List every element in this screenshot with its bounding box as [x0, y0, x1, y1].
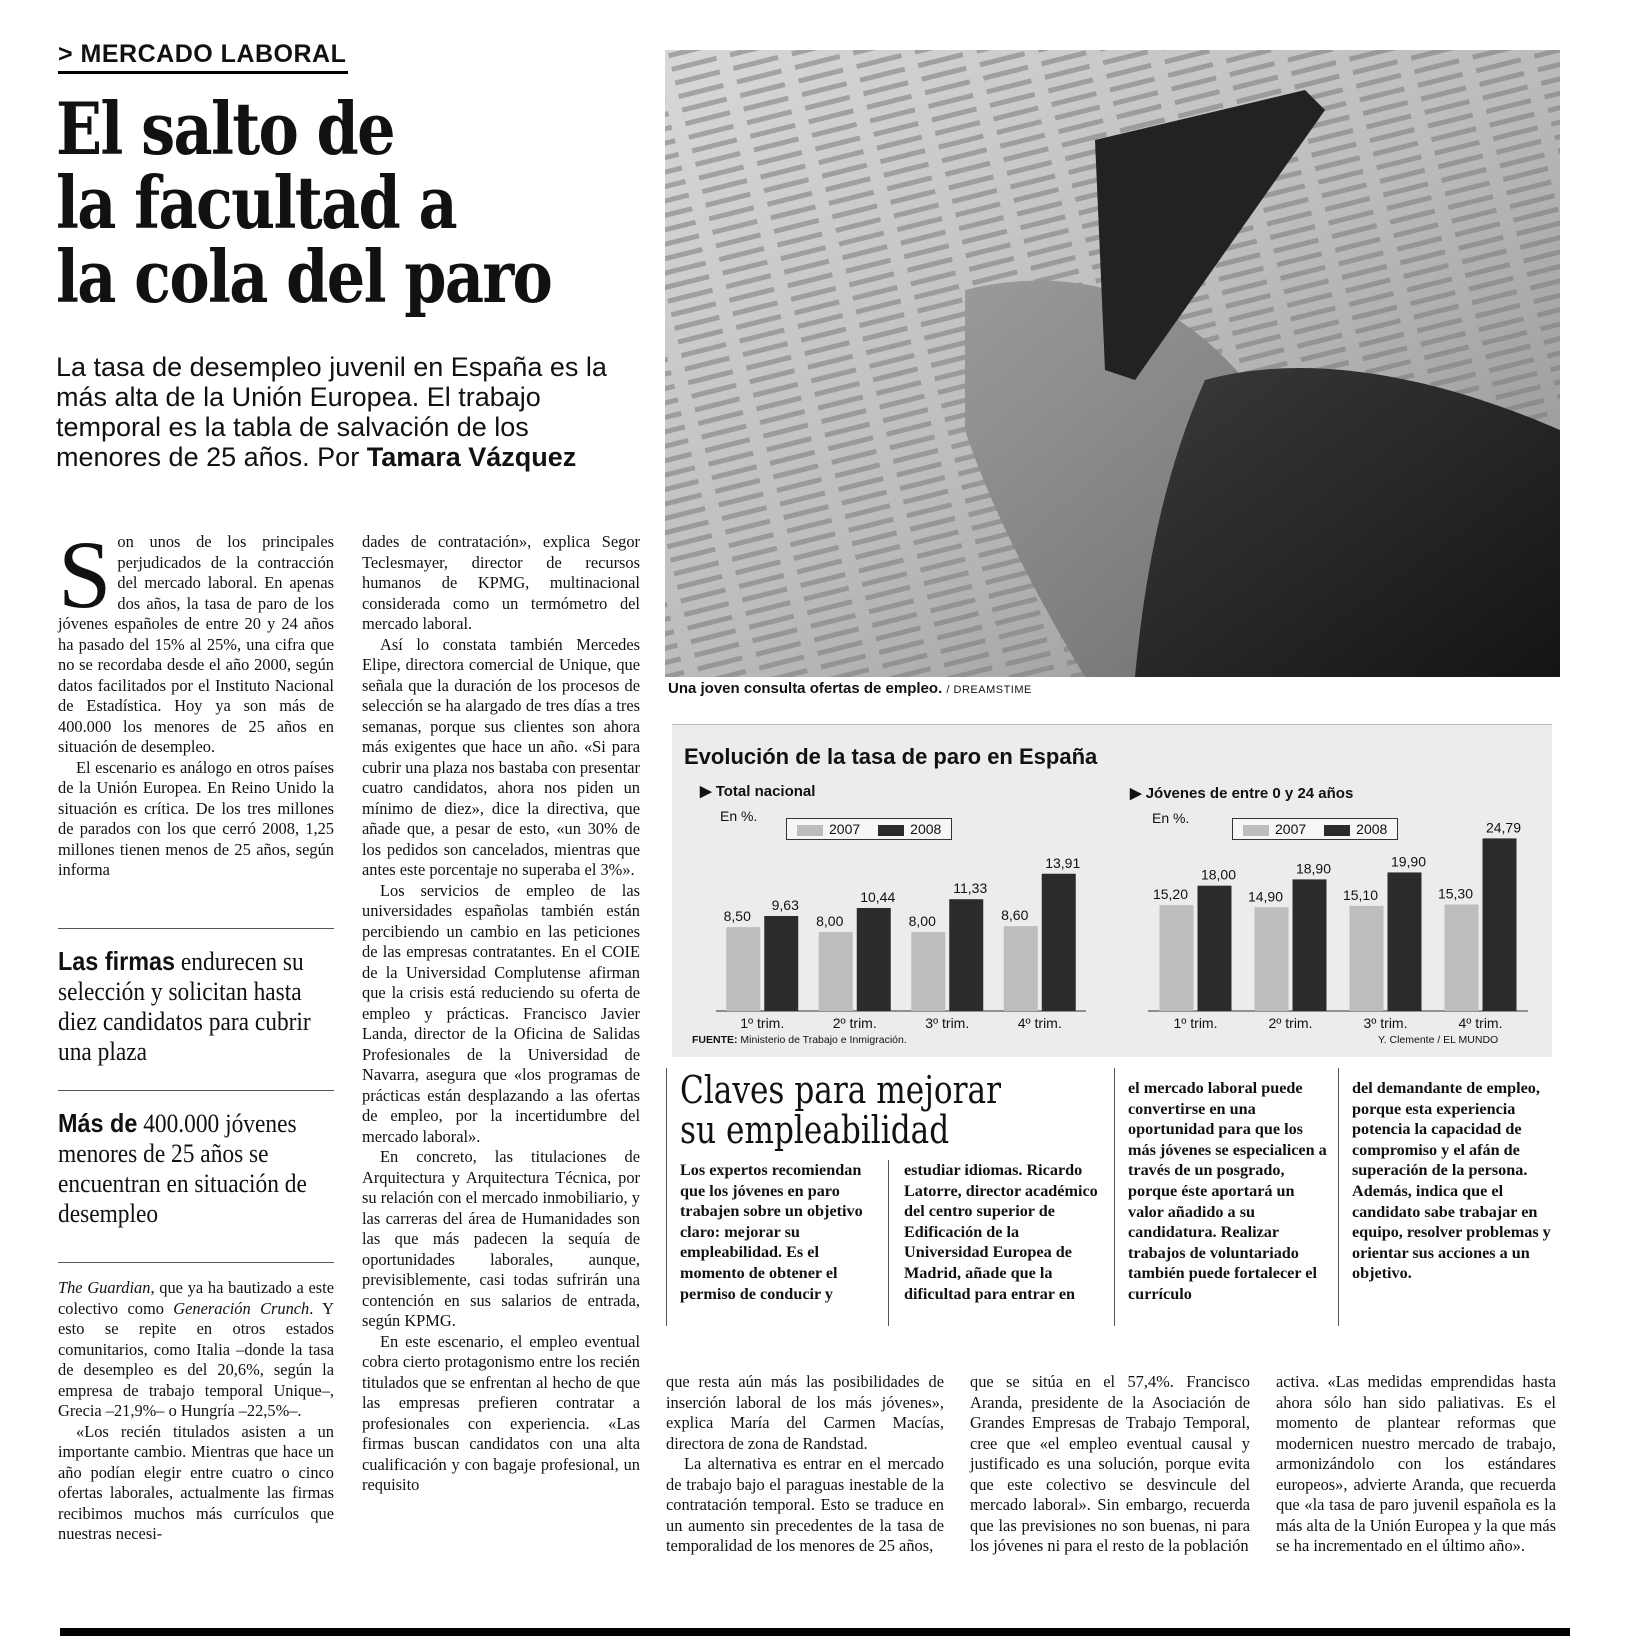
- data-label: 18,00: [1200, 866, 1237, 883]
- body-paragraph: Son unos de los principales perjudicados de la contracción del mercado laboral. En apenas dos años, la tasa de paro de los jóvenes españoles de entre 20 y 24 años ha pasado del 15% al 25%, una cifra que no se recordaba desde el año 2000, según datos facilitados por el Instituto Nacional de Estadística. Hoy ya son más de 400.000 los menores de 25 años en situación de desempleo.: [58, 521, 334, 756]
- bar-2008-3: [949, 899, 983, 1011]
- data-label: 15,30: [1437, 885, 1474, 902]
- tick-label: 2º trim.: [832, 1015, 877, 1031]
- body-paragraph: La alternativa es entrar en el mercado de trabajo bajo el paraguas inestable de la contratación temporal. Esto se traduce en un aumento sin precedentes de la tasa de temporalidad de los menores de 25 años,: [666, 1454, 944, 1555]
- claves-title: Claves para mejorar su empleabilidad: [680, 1068, 1002, 1152]
- tick-label: 3º trim.: [925, 1015, 970, 1031]
- body-paragraph: Los servicios de empleo de las universidades españolas también están percibiendo un cambio en las peticiones de las empresas contratantes. En el COIE de la Universidad Complutense afirman que la crisis está reduciendo su oferta de empleo y prácticas. Francisco Javier Landa, director de la Oficina de Salidas Profesionales de la Universidad de Navarra, asegura que «los programas de prácticas están desplazando a las ofertas de empleo, por la incertidumbre del mercado laboral».: [362, 880, 640, 1146]
- deck: [56, 352, 626, 472]
- bar-2007-4: [1004, 926, 1038, 1011]
- tick-label: 1º trim.: [1173, 1015, 1218, 1031]
- pullquote-text: endurecen su selección y solicitan hasta diez candidatos para cubrir una plaza: [58, 947, 311, 1066]
- data-label: 10,44: [860, 888, 896, 905]
- body-column-3: [666, 1372, 944, 1557]
- body-paragraph: dades de contratación», explica Segor Teclesmayer, director de recursos humanos de KPMG, multinacional considerada como un termómetro del mercado laboral.: [362, 532, 640, 633]
- legend-item-2008: 2008: [1324, 821, 1387, 837]
- claves-column-2: estudiar idiomas. Ricardo Latorre, director académico del centro superior de Edificación de la Universidad Europea de Madrid, añade que la dificultad para entrar en: [904, 1161, 1098, 1303]
- tick-label: 2º trim.: [1268, 1015, 1313, 1031]
- photo-job-offers: [665, 50, 1560, 677]
- bar-2007-2: [819, 932, 853, 1011]
- legend-item-2007: 2007: [797, 821, 860, 837]
- tick-label: 4º trim.: [1458, 1015, 1503, 1031]
- section-tag: > MERCADO LABORAL: [58, 40, 348, 74]
- bar-2008-1: [1198, 886, 1232, 1011]
- data-label: 18,90: [1295, 860, 1332, 877]
- bar-2007-1: [1160, 905, 1194, 1011]
- bar-2008-1: [764, 916, 798, 1011]
- data-label: 8,00: [816, 913, 844, 930]
- body-paragraph: En este escenario, el empleo eventual cobra cierto protagonismo entre los recién titulados que se enfrentan al hecho de que las empresas prefieren contratar a profesionales con experiencia. «Las firmas buscan candidatos con una alta cualificación y con bagaje profesional, un requisito: [362, 1331, 640, 1494]
- bar-2008-4: [1483, 838, 1517, 1011]
- body-column-1: [58, 521, 334, 881]
- bar-2008-3: [1388, 872, 1422, 1011]
- data-label: 11,33: [953, 880, 988, 897]
- tick-label: 3º trim.: [1363, 1015, 1408, 1031]
- data-label: 24,79: [1485, 819, 1522, 836]
- bar-2008-4: [1042, 874, 1076, 1011]
- headline-line-2: la facultad a: [56, 160, 457, 245]
- chart-source: FUENTE: Ministerio de Trabajo e Inmigración.: [692, 1034, 907, 1046]
- claves-column-1: Los expertos recomiendan que los jóvenes en paro trabajen sobre un objetivo claro: mejorar su empleabilidad. Es el momento de obtener el permiso de conducir y: [680, 1161, 863, 1303]
- tick-label: 1º trim.: [740, 1015, 785, 1031]
- body-column-1-continued: [58, 1278, 334, 1545]
- tick-label: 4º trim.: [1017, 1015, 1062, 1031]
- legend-item-2008: 2008: [878, 821, 941, 837]
- data-label: 8,00: [908, 913, 936, 930]
- bar-2007-4: [1445, 904, 1479, 1011]
- data-label: 9,63: [771, 896, 799, 913]
- bar-2007-2: [1255, 907, 1289, 1011]
- headline-line-1: El salto de: [56, 86, 394, 171]
- data-label: 13,91: [1045, 855, 1081, 871]
- pullquote-2: [58, 1108, 328, 1229]
- bar-2007-3: [911, 932, 945, 1011]
- body-column-2: [362, 532, 640, 1496]
- dropcap: S: [58, 521, 112, 628]
- pullquote-text: 400.000 jóvenes menores de 25 años se encuentran en situación de desempleo: [58, 1109, 307, 1228]
- chart-1-legend: [786, 818, 952, 840]
- body-paragraph: «Los recién titulados asisten a un importante cambio. Mientras que hace un año podían elegir entre cuatro o cinco ofertas laborales, actualmente las firmas recibimos muchos más currículos que nuestras necesi-: [58, 1421, 334, 1543]
- pullquote-bold: Las firmas: [58, 946, 176, 976]
- body-paragraph: que se sitúa en el 57,4%. Francisco Aranda, presidente de la Asociación de Grandes Empresas de Trabajo Temporal, cree que «el empleo eventual causal y justificado es una solución, porque evita que este colectivo se desvincule del mercado laboral». Sin embargo, recuerda que las previsiones no son buenas, ni para los jóvenes ni para el resto de la población: [970, 1372, 1250, 1555]
- chart-title: Evolución de la tasa de paro en España: [684, 744, 1098, 769]
- body-paragraph: Así lo constata también Mercedes Elipe, directora comercial de Unique, que señala que la duración de los procesos de selección se ha alargado de tres días a tres semanas, porque sus clientes son ahora más exigentes que hace un año. «Si para cubrir una plaza nos bastaba con presentar cuatro candidatos, ahora nos piden un mínimo de diez», dice la directiva, que añade que, a pesar de esto, «un 30% de los pedidos son cancelados, mientras que antes este porcentaje no superaba el 3%».: [362, 634, 640, 879]
- photo-illustration: [665, 50, 1560, 677]
- data-label: 14,90: [1247, 888, 1284, 905]
- data-label: 8,60: [1001, 907, 1029, 924]
- photo-credit: / DREAMSTIME: [946, 684, 1032, 696]
- body-paragraph: El escenario es análogo en otros países de la Unión Europea. En Reino Unido la situación es crítica. De los tres millones de parados con los que cerró 2008, 1,25 millones tienen menos de 25 años, según informa: [58, 757, 334, 879]
- legend-item-2007: 2007: [1243, 821, 1306, 837]
- body-paragraph: The Guardian, que ya ha bautizado a este colectivo como Generación Crunch. Y esto se repite en otros estados comunitarios, como Italia –donde la tasa de desempleo es del 20,6%, según la empresa de trabajo temporal Unique–, Grecia –21,9%– o Hungría –22,5%–.: [58, 1278, 334, 1420]
- data-label: 8,50: [723, 908, 751, 925]
- chart-credit: Y. Clemente / EL MUNDO: [1378, 1034, 1499, 1046]
- data-label: 15,10: [1342, 886, 1379, 903]
- chart-jovenes: [1148, 815, 1528, 1035]
- bar-2007-3: [1350, 906, 1384, 1011]
- pullquote-bold: Más de: [58, 1108, 138, 1138]
- chart-2-subtitle: ▶ Jóvenes de entre 0 y 24 años: [1130, 785, 1354, 802]
- author-name: Tamara Vázquez: [366, 442, 577, 472]
- data-label: 15,20: [1152, 886, 1189, 903]
- bar-2008-2: [857, 908, 891, 1011]
- body-column-5: [1276, 1372, 1556, 1557]
- body-paragraph: En concreto, las titulaciones de Arquitectura y Arquitectura Técnica, por su relación con el mercado inmobiliario, y las carreras del área de Humanidades son las que más padecen la sequía de oportunidades laborales, aunque, previsiblemente, casi todas sufrirán una contención en sus salarios de entrada, según KPMG.: [362, 1147, 640, 1330]
- chart-total-nacional: [716, 855, 1086, 1035]
- headline-line-3: la cola del paro: [56, 234, 552, 319]
- deck-text: La tasa de desempleo juvenil en España es la más alta de la Unión Europea. El trabajo temporal es la tabla de salvación de los menores de 25 años. Por: [56, 352, 607, 472]
- body-paragraph: activa. «Las medidas emprendidas hasta ahora sólo han sido paliativas. Es el momento de plantear reformas que modernicen nuestro mercado de trabajo, armonizándolo con los estándares europeos», advierte Aranda, que recuerda que «la tasa de paro juvenil española es la más alta de la Unión Europea y la que más se ha incrementado en el último año».: [1276, 1372, 1556, 1555]
- headline: [56, 86, 560, 319]
- caption-text: Una joven consulta ofertas de empleo.: [668, 680, 943, 697]
- data-label: 19,90: [1390, 853, 1427, 870]
- chart-1-unit: En %.: [720, 808, 758, 824]
- bar-2008-2: [1293, 879, 1327, 1011]
- chart-1-subtitle: ▶ Total nacional: [700, 783, 816, 800]
- claves-column-4: del demandante de empleo, porque esta experiencia potencia la capacidad de compromiso y el afán de superación de la persona. Además, indica que el candidato sabe trabajar en equipo, resolver problemas y orientar sus acciones a un objetivo.: [1352, 1079, 1551, 1283]
- claves-column-3: el mercado laboral puede convertirse en una oportunidad para que los más jóvenes se especialicen a través de un posgrado, porque éste aportará un valor añadido a su candidatura. Realizar trabajos de voluntariado también puede fortalecer el currículo: [1128, 1079, 1327, 1303]
- chart-2-unit: En %.: [1152, 810, 1190, 826]
- pullquote-1: [58, 946, 328, 1067]
- body-column-4: [970, 1372, 1250, 1557]
- bar-2007-1: [726, 927, 760, 1011]
- body-paragraph: que resta aún más las posibilidades de inserción laboral de los más jóvenes», explica María del Carmen Macías, directora de zona de Randstad.: [666, 1372, 944, 1453]
- photo-caption: [668, 680, 1032, 697]
